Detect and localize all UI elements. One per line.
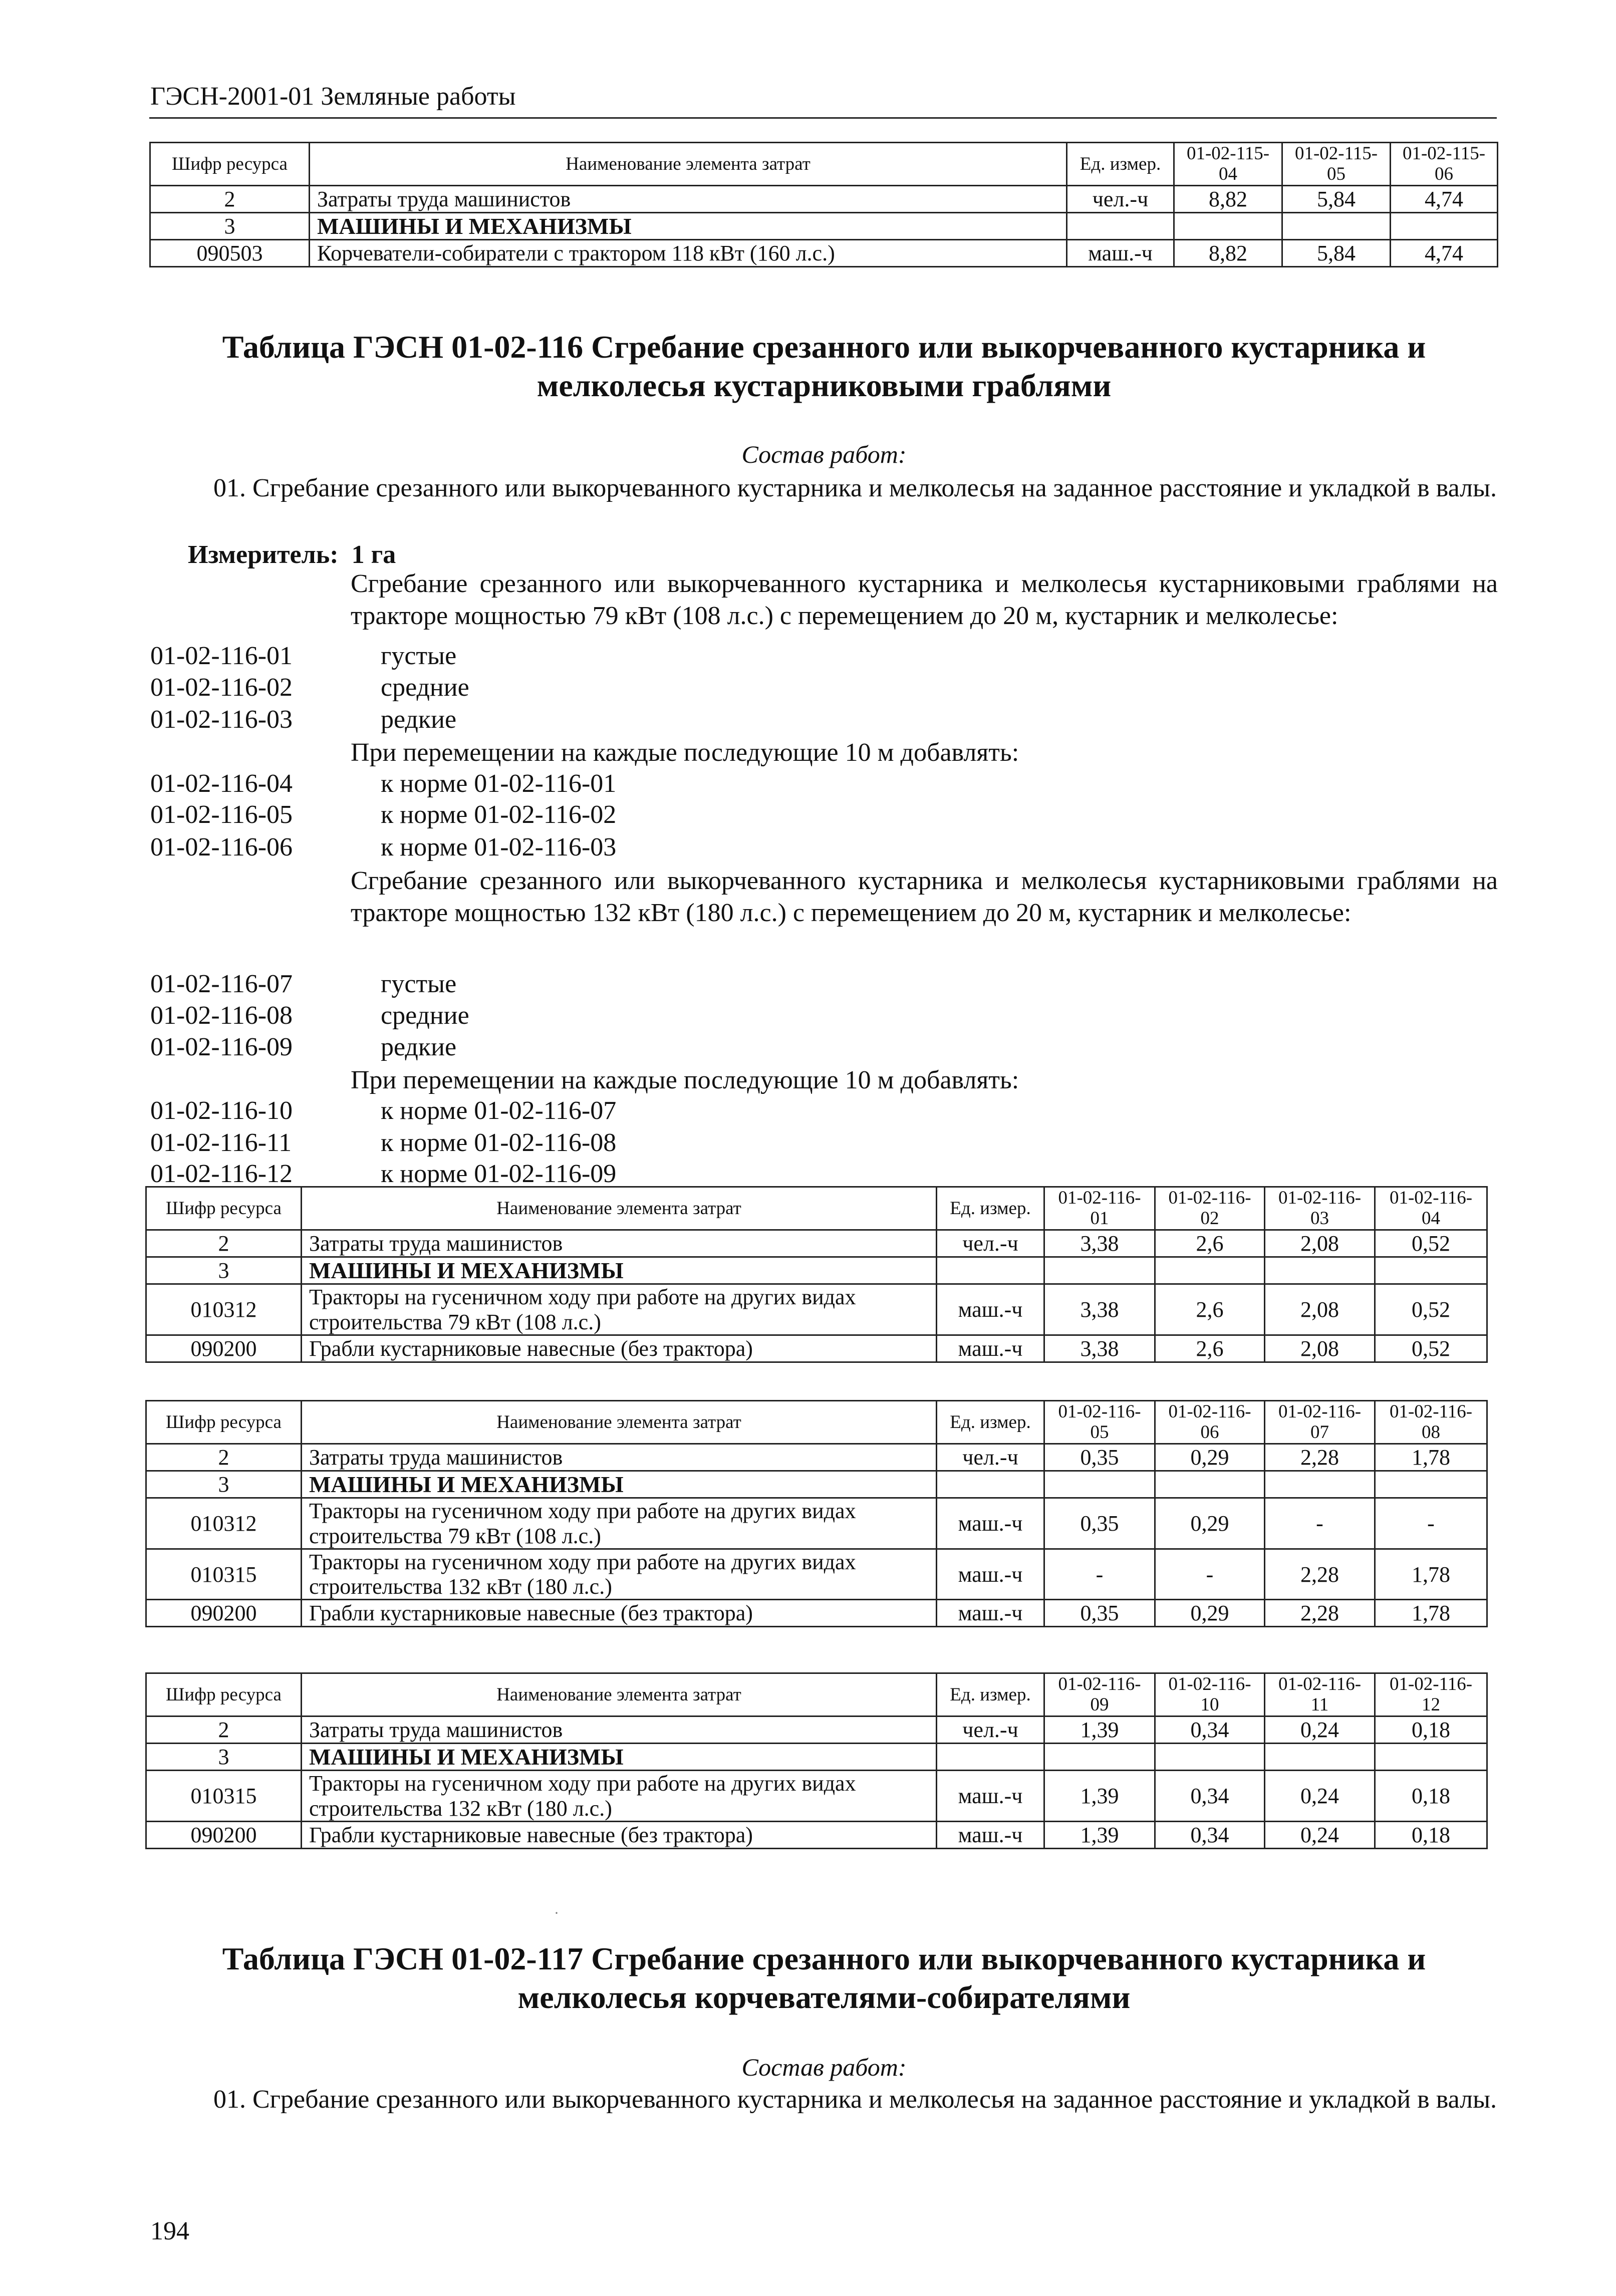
resource-code: 3 xyxy=(150,212,310,240)
header-unit: Ед. измер. xyxy=(1067,143,1174,186)
unit: чел.-ч xyxy=(937,1444,1044,1471)
table-116-title-line1: Таблица ГЭСН 01-02-116 Сгребание срезанного или выкорчеванного кустарника и xyxy=(222,329,1426,365)
running-header: ГЭСН-2001-01 Земляные работы xyxy=(150,82,516,111)
resource-table-116-part1 xyxy=(145,1186,1488,1363)
cost-element-name: Затраты труда машинистов xyxy=(310,185,1067,212)
norm-value: 0,35 xyxy=(1044,1444,1155,1471)
norm-value: 2,08 xyxy=(1265,1284,1375,1335)
cost-element-name: МАШИНЫ И МЕХАНИЗМЫ xyxy=(302,1257,937,1284)
norm-code: 01-02-116-01 xyxy=(150,642,293,670)
header-norm-code: 01-02-115-06 xyxy=(1391,143,1498,186)
norm-line xyxy=(150,1064,1498,1096)
section-row xyxy=(146,1257,1487,1284)
resource-table-115 xyxy=(149,142,1498,267)
cost-element-name: Затраты труда машинистов xyxy=(302,1716,937,1743)
table-117-title-line1: Таблица ГЭСН 01-02-117 Сгребание срезанного или выкорчеванного кустарника и xyxy=(222,1941,1426,1976)
cost-element-name: Затраты труда машинистов xyxy=(302,1444,937,1471)
table-117-title-line2: мелколесья корчевателями-собирателями xyxy=(517,1979,1131,2015)
cost-element-name: Тракторы на гусеничном ходу при работе на других видах строительства 132 кВт (180 л.с.) xyxy=(302,1549,937,1600)
norm-value: 5,84 xyxy=(1282,185,1391,212)
resource-code: 010315 xyxy=(146,1549,302,1600)
norm-value: 2,6 xyxy=(1155,1230,1265,1257)
resource-code: 2 xyxy=(150,185,310,212)
cost-element-name: Грабли кустарниковые навесные (без трактора) xyxy=(302,1821,937,1848)
norm-value: 0,29 xyxy=(1155,1498,1265,1549)
norm-value: 3,38 xyxy=(1044,1335,1155,1362)
norm-line xyxy=(150,865,1498,927)
table-row xyxy=(146,1771,1487,1822)
norm-value xyxy=(1155,1471,1265,1498)
norm-value: 1,39 xyxy=(1044,1716,1155,1743)
norm-value: 8,82 xyxy=(1174,240,1282,267)
unit xyxy=(937,1257,1044,1284)
header-name: Наименование элемента затрат xyxy=(302,1401,937,1444)
norm-value: 0,35 xyxy=(1044,1600,1155,1627)
resource-code: 090200 xyxy=(146,1335,302,1362)
norm-value: - xyxy=(1044,1549,1155,1600)
norm-value xyxy=(1375,1743,1487,1771)
norm-value: 0,24 xyxy=(1265,1771,1375,1822)
norm-description: редкие xyxy=(381,705,457,734)
resource-table-116-part3 xyxy=(145,1672,1488,1849)
unit: чел.-ч xyxy=(1067,185,1174,212)
resource-code: 010312 xyxy=(146,1284,302,1335)
table-row xyxy=(146,1444,1487,1471)
composition-label-117: Состав работ: xyxy=(741,2053,907,2081)
norm-value: 4,74 xyxy=(1391,240,1498,267)
section-row xyxy=(150,212,1498,240)
unit: чел.-ч xyxy=(937,1716,1044,1743)
table-row xyxy=(146,1335,1487,1362)
resource-code: 090200 xyxy=(146,1821,302,1848)
norm-value: - xyxy=(1155,1549,1265,1600)
cost-element-name: МАШИНЫ И МЕХАНИЗМЫ xyxy=(302,1471,937,1498)
unit xyxy=(937,1471,1044,1498)
norm-value: 0,18 xyxy=(1375,1821,1487,1848)
unit: маш.-ч xyxy=(937,1498,1044,1549)
header-norm-code: 01-02-116-10 xyxy=(1155,1673,1265,1716)
norm-value: 0,34 xyxy=(1155,1771,1265,1822)
norm-value: 5,84 xyxy=(1282,240,1391,267)
header-name: Наименование элемента затрат xyxy=(310,143,1067,186)
resource-code: 2 xyxy=(146,1230,302,1257)
norm-value: 0,52 xyxy=(1375,1284,1487,1335)
norm-code: 01-02-116-05 xyxy=(150,800,293,829)
meter-label: Измеритель: xyxy=(188,540,339,569)
unit: чел.-ч xyxy=(937,1230,1044,1257)
cost-element-name: Грабли кустарниковые навесные (без трактора) xyxy=(302,1335,937,1362)
meter-value: 1 га xyxy=(351,540,396,569)
norm-line xyxy=(150,800,1498,832)
norm-value: 2,6 xyxy=(1155,1335,1265,1362)
meter xyxy=(188,540,396,569)
resource-code: 3 xyxy=(146,1471,302,1498)
norm-value: 0,24 xyxy=(1265,1716,1375,1743)
norm-line xyxy=(150,705,1498,737)
table-116-title xyxy=(150,328,1498,405)
table-row xyxy=(150,240,1498,267)
norm-description: к норме 01-02-116-02 xyxy=(381,800,617,829)
norm-code: 01-02-116-06 xyxy=(150,833,293,862)
header-row xyxy=(150,143,1498,186)
norm-value: 0,18 xyxy=(1375,1716,1487,1743)
table-row xyxy=(146,1549,1487,1600)
norm-line xyxy=(150,1032,1498,1064)
norm-line xyxy=(150,673,1498,705)
norm-value: 1,78 xyxy=(1375,1549,1487,1600)
cost-element-name: МАШИНЫ И МЕХАНИЗМЫ xyxy=(310,212,1067,240)
norm-value: 2,28 xyxy=(1265,1444,1375,1471)
norm-value xyxy=(1391,212,1498,240)
cost-element-name: Грабли кустарниковые навесные (без трактора) xyxy=(302,1600,937,1627)
composition-label: Состав работ: xyxy=(741,440,907,468)
norm-value: 0,52 xyxy=(1375,1230,1487,1257)
norm-value: 1,78 xyxy=(1375,1600,1487,1627)
norm-value xyxy=(1155,1257,1265,1284)
norm-value: 0,29 xyxy=(1155,1444,1265,1471)
header-norm-code: 01-02-116-05 xyxy=(1044,1401,1155,1444)
cost-element-name: Тракторы на гусеничном ходу при работе на других видах строительства 132 кВт (180 л.с.) xyxy=(302,1771,937,1822)
header-unit: Ед. измер. xyxy=(937,1187,1044,1230)
norm-value: 3,38 xyxy=(1044,1230,1155,1257)
header-norm-code: 01-02-116-08 xyxy=(1375,1401,1487,1444)
header-norm-code: 01-02-116-03 xyxy=(1265,1187,1375,1230)
norm-group-description: Сгребание срезанного или выкорчеванного кустарника и мелколесья кустарниковыми граблями на тракторе мощностью 132 кВт (180 л.с.) с перемещением до 20 м, кустарник и мелколесье: xyxy=(351,867,1498,927)
norm-code: 01-02-116-10 xyxy=(150,1096,293,1125)
unit: маш.-ч xyxy=(937,1821,1044,1848)
resource-code: 2 xyxy=(146,1444,302,1471)
section-row xyxy=(146,1743,1487,1771)
table-row xyxy=(146,1716,1487,1743)
header-unit: Ед. измер. xyxy=(937,1673,1044,1716)
norm-line xyxy=(150,641,1498,673)
norm-group-description: При перемещении на каждые последующие 10 м добавлять: xyxy=(351,738,1019,767)
norm-value: 4,74 xyxy=(1391,185,1498,212)
norm-code: 01-02-116-08 xyxy=(150,1001,293,1030)
header-row xyxy=(146,1673,1487,1716)
norm-line xyxy=(150,568,1498,630)
norm-line xyxy=(150,737,1498,769)
norm-value xyxy=(1282,212,1391,240)
header-norm-code: 01-02-116-12 xyxy=(1375,1673,1487,1716)
norm-description: к норме 01-02-116-09 xyxy=(381,1160,617,1188)
norm-value xyxy=(1044,1743,1155,1771)
norm-value: 0,18 xyxy=(1375,1771,1487,1822)
norm-code: 01-02-116-04 xyxy=(150,769,293,798)
norm-value xyxy=(1375,1471,1487,1498)
norm-value: 1,39 xyxy=(1044,1821,1155,1848)
header-norm-code: 01-02-116-04 xyxy=(1375,1187,1487,1230)
norm-value: 0,35 xyxy=(1044,1498,1155,1549)
resource-code: 010315 xyxy=(146,1771,302,1822)
table-row xyxy=(146,1230,1487,1257)
norm-group-description: Сгребание срезанного или выкорчеванного кустарника и мелколесья кустарниковыми граблями на тракторе мощностью 79 кВт (108 л.с.) с перемещением до 20 м, кустарник и мелколесье: xyxy=(351,569,1498,630)
header-norm-code: 01-02-115-05 xyxy=(1282,143,1391,186)
norm-value: 0,34 xyxy=(1155,1821,1265,1848)
norm-description: к норме 01-02-116-08 xyxy=(381,1128,617,1157)
norm-value: 0,29 xyxy=(1155,1600,1265,1627)
norm-value: 3,38 xyxy=(1044,1284,1155,1335)
norm-value: 2,08 xyxy=(1265,1335,1375,1362)
table-row xyxy=(150,185,1498,212)
cost-element-name: Тракторы на гусеничном ходу при работе на других видах строительства 79 кВт (108 л.с.) xyxy=(302,1284,937,1335)
norm-value xyxy=(1044,1257,1155,1284)
header-name: Наименование элемента затрат xyxy=(302,1673,937,1716)
norm-value xyxy=(1155,1743,1265,1771)
header-code: Шифр ресурса xyxy=(150,143,310,186)
header-norm-code: 01-02-115-04 xyxy=(1174,143,1282,186)
resource-code: 090200 xyxy=(146,1600,302,1627)
unit: маш.-ч xyxy=(937,1549,1044,1600)
table-row xyxy=(146,1498,1487,1549)
norm-value: 0,24 xyxy=(1265,1821,1375,1848)
header-code: Шифр ресурса xyxy=(146,1673,302,1716)
norm-value: 1,39 xyxy=(1044,1771,1155,1822)
table-117-title xyxy=(150,1940,1498,2017)
resource-code: 2 xyxy=(146,1716,302,1743)
cost-element-name: Затраты труда машинистов xyxy=(302,1230,937,1257)
norm-code: 01-02-116-07 xyxy=(150,970,293,998)
header-code: Шифр ресурса xyxy=(146,1401,302,1444)
resource-code: 3 xyxy=(146,1257,302,1284)
norm-value: 2,28 xyxy=(1265,1549,1375,1600)
header-norm-code: 01-02-116-07 xyxy=(1265,1401,1375,1444)
unit xyxy=(937,1743,1044,1771)
cost-element-name: Корчеватели-собиратели с трактором 118 кВт (160 л.с.) xyxy=(310,240,1067,267)
norm-code: 01-02-116-09 xyxy=(150,1033,293,1061)
norm-value: - xyxy=(1375,1498,1487,1549)
resource-code: 010312 xyxy=(146,1498,302,1549)
section-row xyxy=(146,1471,1487,1498)
cost-element-name: МАШИНЫ И МЕХАНИЗМЫ xyxy=(302,1743,937,1771)
header-rule xyxy=(149,117,1497,119)
scan-dot: · xyxy=(554,1905,559,1921)
norm-value xyxy=(1174,212,1282,240)
norm-description: редкие xyxy=(381,1033,457,1061)
norm-value: 8,82 xyxy=(1174,185,1282,212)
resource-code: 090503 xyxy=(150,240,310,267)
table-116-title-line2: мелколесья кустарниковыми граблями xyxy=(536,367,1112,403)
page-number: 194 xyxy=(150,2217,189,2245)
unit: маш.-ч xyxy=(937,1335,1044,1362)
norm-line xyxy=(150,832,1498,865)
norm-value: 2,08 xyxy=(1265,1230,1375,1257)
table-row xyxy=(146,1284,1487,1335)
norm-line xyxy=(150,1001,1498,1033)
norm-code: 01-02-116-11 xyxy=(150,1128,292,1157)
norm-line xyxy=(150,1096,1498,1128)
norm-description: средние xyxy=(381,1001,469,1030)
header-unit: Ед. измер. xyxy=(937,1401,1044,1444)
header-code: Шифр ресурса xyxy=(146,1187,302,1230)
norm-description: к норме 01-02-116-03 xyxy=(381,833,617,862)
cost-element-name: Тракторы на гусеничном ходу при работе на других видах строительства 79 кВт (108 л.с.) xyxy=(302,1498,937,1549)
norm-code: 01-02-116-12 xyxy=(150,1160,293,1188)
norm-line xyxy=(150,1128,1498,1160)
norm-value: 1,78 xyxy=(1375,1444,1487,1471)
unit: маш.-ч xyxy=(937,1284,1044,1335)
norm-value: 2,28 xyxy=(1265,1600,1375,1627)
unit xyxy=(1067,212,1174,240)
norm-value xyxy=(1265,1257,1375,1284)
norm-value xyxy=(1044,1471,1155,1498)
resource-code: 3 xyxy=(146,1743,302,1771)
resource-table-116-part2 xyxy=(145,1400,1488,1627)
norm-value xyxy=(1265,1743,1375,1771)
header-norm-code: 01-02-116-02 xyxy=(1155,1187,1265,1230)
norm-line xyxy=(150,769,1498,801)
norm-description: к норме 01-02-116-01 xyxy=(381,769,617,798)
header-norm-code: 01-02-116-01 xyxy=(1044,1187,1155,1230)
composition-text-117: 01. Сгребание срезанного или выкорчеванного кустарника и мелколесья на заданное расстояние и укладкой в валы. xyxy=(213,2085,1497,2114)
header-norm-code: 01-02-116-06 xyxy=(1155,1401,1265,1444)
header-norm-code: 01-02-116-11 xyxy=(1265,1673,1375,1716)
norm-group-description: При перемещении на каждые последующие 10 м добавлять: xyxy=(351,1066,1019,1094)
norm-description: средние xyxy=(381,673,469,702)
header-row xyxy=(146,1187,1487,1230)
norm-code: 01-02-116-03 xyxy=(150,705,293,734)
norm-description: густые xyxy=(381,970,457,998)
norm-value: - xyxy=(1265,1498,1375,1549)
header-name: Наименование элемента затрат xyxy=(302,1187,937,1230)
norm-value xyxy=(1375,1257,1487,1284)
norm-description: к норме 01-02-116-07 xyxy=(381,1096,617,1125)
norm-value: 2,6 xyxy=(1155,1284,1265,1335)
norm-description: густые xyxy=(381,642,457,670)
norm-value: 0,34 xyxy=(1155,1716,1265,1743)
norm-line xyxy=(150,969,1498,1001)
composition-text: 01. Сгребание срезанного или выкорчеванного кустарника и мелколесья на заданное расстояние и укладкой в валы. xyxy=(213,474,1497,502)
norm-value xyxy=(1265,1471,1375,1498)
unit: маш.-ч xyxy=(1067,240,1174,267)
unit: маш.-ч xyxy=(937,1600,1044,1627)
unit: маш.-ч xyxy=(937,1771,1044,1822)
table-row xyxy=(146,1821,1487,1848)
norm-value: 0,52 xyxy=(1375,1335,1487,1362)
header-row xyxy=(146,1401,1487,1444)
norm-code: 01-02-116-02 xyxy=(150,673,293,702)
header-norm-code: 01-02-116-09 xyxy=(1044,1673,1155,1716)
table-row xyxy=(146,1600,1487,1627)
